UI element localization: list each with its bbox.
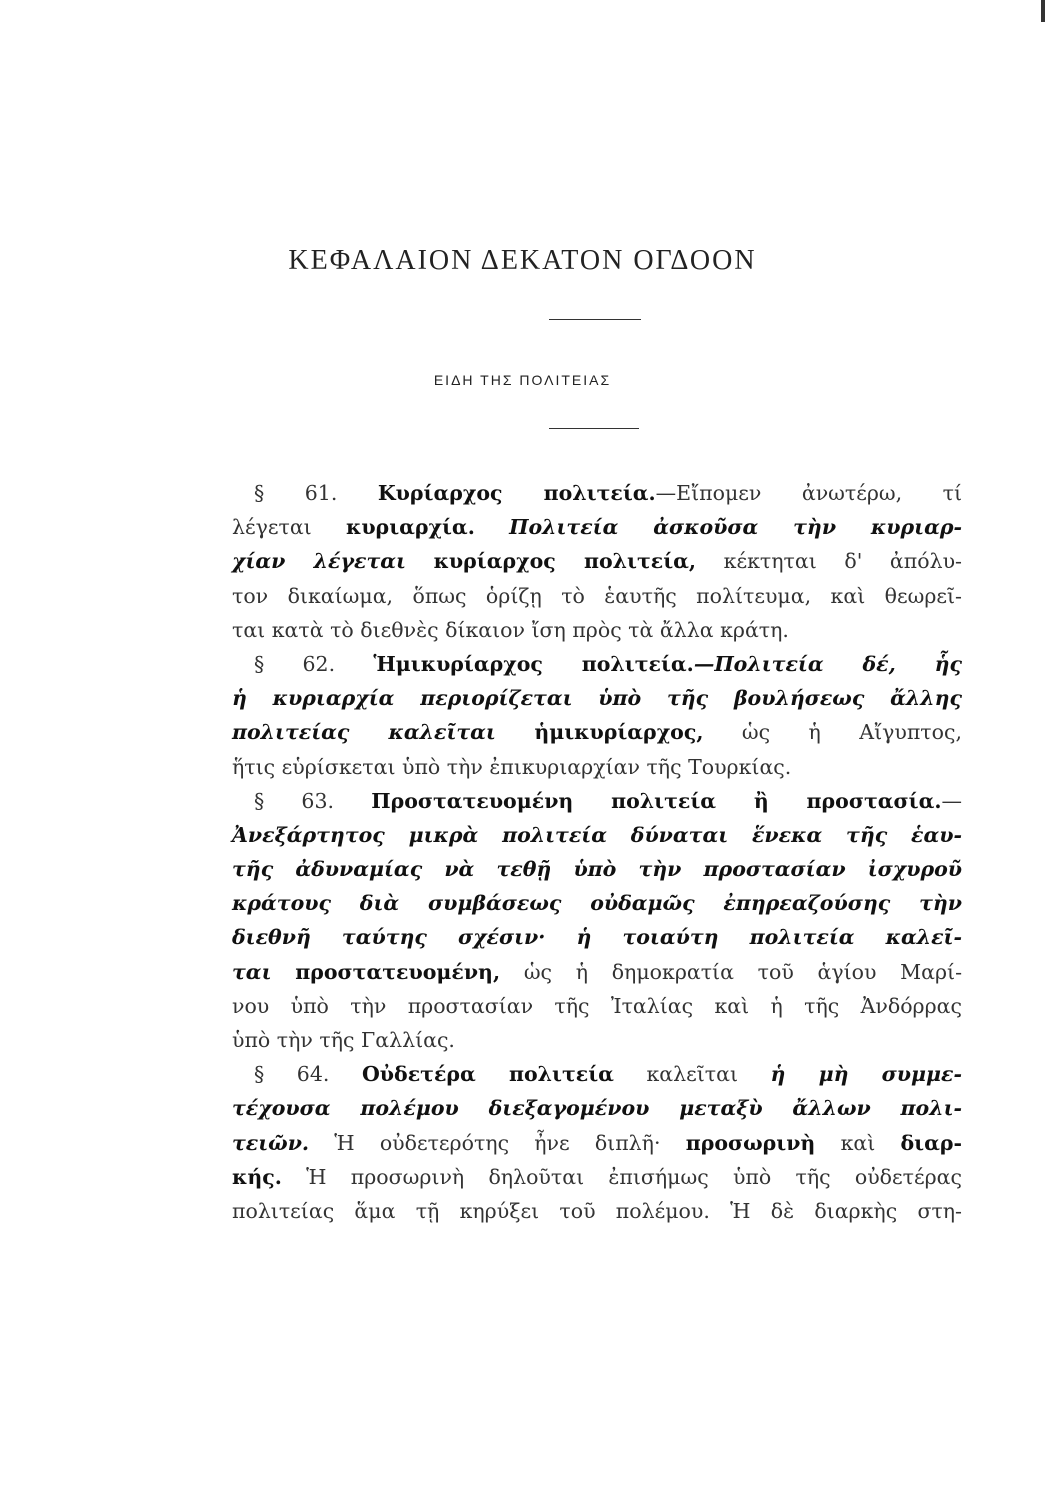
paragraph-64-line-4: κής. Ἡ προσωρινὴ δηλοῦται ἐπισήμως ὑπὸ τῆς οὐδετέρας <box>232 1164 962 1189</box>
paragraph-62-line-1: § 62. Ἡμικυρίαρχος πολιτεία.—Πολιτεία δέ, ἧς <box>254 651 962 676</box>
scan-edge-mark <box>1041 0 1045 22</box>
term-semi-sovereign-state: Ἡμικυρίαρχος πολιτεία. <box>373 651 694 676</box>
paragraph-62-line-2: ἡ κυριαρχία περιορίζεται ὑπὸ τῆς βουλήσεως ἄλλης <box>232 686 962 711</box>
paragraph-61-line-2: λέγεται κυριαρχία. Πολιτεία ἀσκοῦσα τὴν κυριαρ- <box>232 515 962 540</box>
paragraph-63-line-2: Ἀνεξάρτητος μικρὰ πολιτεία δύναται ἕνεκα τῆς ἑαυ- <box>232 822 962 847</box>
paragraph-64-line-1: § 64. Οὐδετέρα πολιτεία καλεῖται ἡ μὴ συμμε- <box>254 1062 962 1087</box>
paragraph-61-line-5: ται κατὰ τὸ διεθνὲς δίκαιον ἴση πρὸς τὰ ἄλλα κράτη. <box>232 617 789 642</box>
paragraph-62-line-3: πολιτείας καλεῖται ἡμικυρίαρχος, ὡς ἡ Αἴγυπτος, <box>232 720 962 745</box>
section-mark-61: § 61. <box>254 481 338 505</box>
paragraph-63-line-6: ται προστατευομένη, ὡς ἡ δημοκρατία τοῦ ἁγίου Μαρί- <box>232 959 962 984</box>
divider-bottom <box>549 428 639 429</box>
paragraph-63-line-5: διεθνῆ ταύτης σχέσιν· ἡ τοιαύτη πολιτεία καλεῖ- <box>232 925 962 950</box>
paragraph-64-line-5: πολιτείας ἅμα τῇ κηρύξει τοῦ πολέμου. Ἡ δὲ διαρκὴς στη- <box>232 1198 962 1223</box>
paragraph-63-line-8: ὑπὸ τὴν τῆς Γαλλίας. <box>232 1028 455 1052</box>
paragraph-63-line-7: νου ὑπὸ τὴν προστασίαν τῆς Ἰταλίας καὶ ἡ τῆς Ἀνδόρρας <box>232 993 962 1018</box>
term-neutral-state: Οὐδετέρα πολιτεία <box>361 1062 614 1087</box>
paragraph-64-line-2: τέχουσα πολέμου διεξαγομένου μεταξὺ ἄλλων πολι- <box>232 1096 962 1121</box>
paragraph-61-line-1: § 61. Κυρίαρχος πολιτεία.—Εἴπομεν ἀνωτέρω, τί <box>254 481 962 505</box>
chapter-title: ΚΕΦΑΛΑΙΟΝ ΔΕΚΑΤΟΝ ΟΓΔΟΟΝ <box>288 245 757 276</box>
paragraph-63-line-3: τῆς ἀδυναμίας νὰ τεθῇ ὑπὸ τὴν προστασίαν ἰσχυροῦ <box>232 857 962 882</box>
chapter-subtitle: ΕΙΔΗ ΤΗΣ ΠΟΛΙΤΕΙΑΣ <box>433 372 612 388</box>
term-sovereign-state: Κυρίαρχος πολιτεία. <box>377 481 656 505</box>
section-mark-64: § 64. <box>254 1062 330 1087</box>
paragraph-63-line-4: κράτους διὰ συμβάσεως οὐδαμῶς ἐπηρεαζούσης τὴν <box>232 891 962 916</box>
body-text <box>232 476 962 1228</box>
paragraph-61-line-3: χίαν λέγεται κυρίαρχος πολιτεία, κέκτηται δ' ἀπόλυ- <box>232 549 962 574</box>
paragraph-62-line-4: ἥτις εὑρίσκεται ὑπὸ τὴν ἐπικυριαρχίαν τῆς Τουρκίας. <box>232 754 792 779</box>
paragraph-61-line-4: τον δικαίωμα, ὅπως ὁρίζῃ τὸ ἑαυτῆς πολίτευμα, καὶ θεωρεῖ- <box>232 583 962 608</box>
divider-top <box>549 319 641 320</box>
section-mark-62: § 62. <box>254 651 336 676</box>
paragraph-63-line-1: § 63. Προστατευομένη πολιτεία ἢ προστασία.— <box>254 788 962 813</box>
term-protected-state: Προστατευομένη πολιτεία ἢ προστασία. <box>371 788 942 813</box>
section-mark-63: § 63. <box>254 788 335 813</box>
paragraph-64-line-3: τειῶν. Ἡ οὐδετερότης ἦνε διπλῆ· προσωρινὴ καὶ διαρ- <box>232 1130 962 1155</box>
